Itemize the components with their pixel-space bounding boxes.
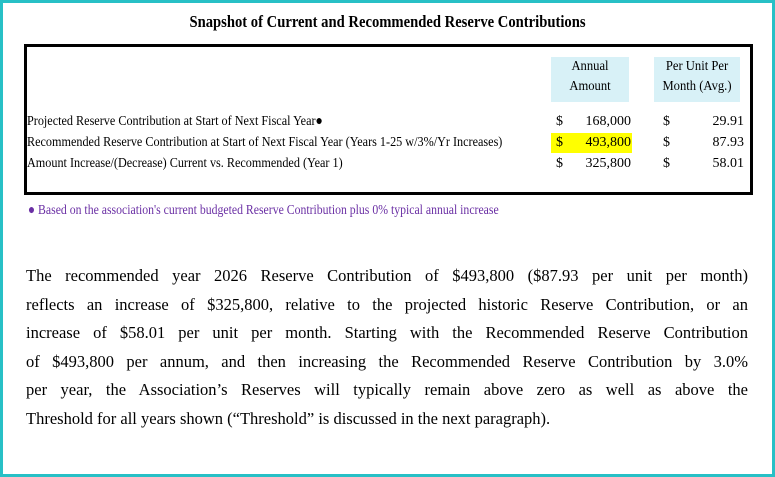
table-row-projected (27, 112, 750, 132)
per-unit-header (654, 57, 740, 102)
paragraph-line: of $493,800 per annum, and then increasing the Recommended Reserve Contribution by 3.0% (26, 351, 748, 371)
paragraph-line: reflects an increase of $325,800, relative to the projected historic Reserve Contribution, or an (26, 294, 748, 314)
explanation-paragraph (26, 262, 748, 433)
snapshot-title: Snapshot of Current and Recommended Reserve Contributions (189, 12, 586, 31)
currency-symbol: $ (556, 156, 563, 171)
unit-header-line1: Per Unit Per (665, 59, 729, 74)
annual-amount-value: 168,000 (585, 114, 631, 129)
bullet-icon: ● (28, 203, 36, 218)
per-unit-value: 87.93 (712, 135, 744, 150)
per-unit-value: 58.01 (712, 156, 744, 171)
currency-symbol: $ (556, 114, 563, 129)
currency-symbol: $ (556, 135, 563, 150)
annual-amount-value: 325,800 (585, 156, 631, 171)
annual-header-line2: Amount (569, 79, 611, 94)
row-label: Amount Increase/(Decrease) Current vs. Recommended (Year 1) (27, 156, 343, 171)
annual-header-line1: Annual (571, 59, 609, 74)
per-unit-value: 29.91 (712, 114, 744, 129)
unit-header-line2: Month (Avg.) (662, 79, 732, 94)
row-label: Recommended Reserve Contribution at Start of Next Fiscal Year (Years 1-25 w/3%/Yr Increases) (27, 135, 503, 150)
currency-symbol: $ (663, 156, 670, 171)
footnote (28, 203, 499, 219)
currency-symbol: $ (663, 135, 670, 150)
annual-amount-value: 493,800 (585, 135, 631, 150)
paragraph-line: Threshold for all years shown (“Threshold” is discussed in the next paragraph). (26, 408, 551, 428)
paragraph-line: increase of $58.01 per unit per month. Starting with the Recommended Reserve Contribution (26, 323, 748, 342)
paragraph-line: per year, the Association’s Reserves will typically remain above zero as well as above the (26, 380, 748, 399)
annual-amount-header (551, 57, 629, 102)
table-row-recommended (27, 133, 750, 153)
reserve-contribution-table (24, 44, 753, 195)
table-row-difference (27, 154, 750, 174)
currency-symbol: $ (663, 114, 670, 129)
footnote-text: Based on the association's current budgeted Reserve Contribution plus 0% typical annual increase (38, 203, 499, 218)
paragraph-line: The recommended year 2026 Reserve Contribution of $493,800 ($87.93 per unit per month) (26, 266, 748, 285)
row-label: Projected Reserve Contribution at Start of Next Fiscal Year● (27, 114, 323, 129)
